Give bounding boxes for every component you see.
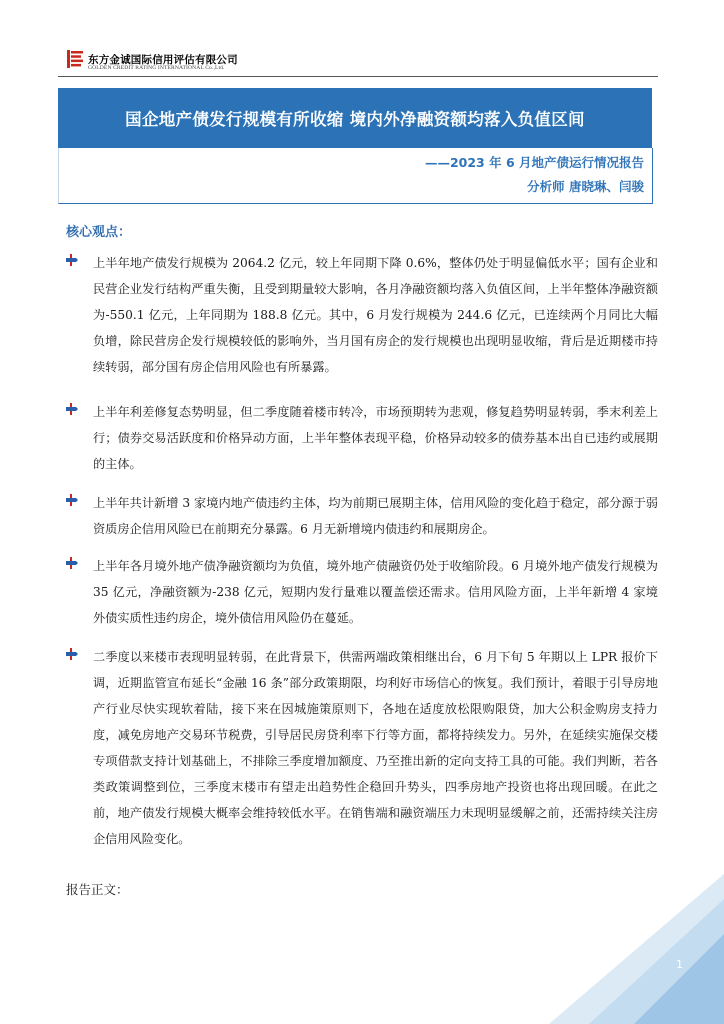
- report-body-label: 报告正文：: [66, 882, 129, 897]
- company-name-en: GOLDEN CREDIT RATING INTERNATIONAL Co.,Ltd.: [88, 65, 225, 71]
- report-subtitle: ——2023 年 6 月地产债运行情况报告: [424, 155, 644, 170]
- subtitle-box: [58, 148, 653, 204]
- page-number: 1: [676, 958, 683, 971]
- corner-decoration: [549, 874, 724, 1024]
- bullet-arrow-icon: [66, 254, 78, 266]
- page-header: [58, 46, 658, 77]
- title-banner: [58, 88, 652, 148]
- bullet-arrow-icon: [66, 557, 78, 569]
- bullet-arrow-icon: [66, 648, 78, 660]
- core-view-item: [66, 399, 658, 477]
- company-name-cn: 东方金诚国际信用评估有限公司: [88, 54, 238, 66]
- core-view-text: 上半年各月境外地产债净融资额均为负值，境外地产债融资仍处于收缩阶段。6 月境外地产债发行规模为 35 亿元，净融资额为-238 亿元，短期内发行量难以覆盖偿还需求。信用风险方面，上半年新增 4 家境外债实质性违约房企，境外债信用风险仍在蔓延。: [93, 559, 658, 625]
- analysts-line: 分析师 唐晓琳、闫骏: [527, 179, 644, 194]
- core-view-text: 二季度以来楼市表现明显转弱，在此背景下，供需两端政策相继出台，6 月下旬 5 年期以上 LPR 报价下调，近期监管宣布延长“金融 16 条”部分政策期限，均利好市场信心的恢复。我们预计，着眼于引导房地产行业尽快实现软着陆，接下来在因城施策原则下，各地在适度放松限购限贷，加大公积金购房支持力度，减免房地产交易环节税费，引导居民房贷利率下行等方面，都将持续发力。另外，在延续实施保交楼专项借款支持计划基础上，不排除三季度增加额度、乃至推出新的定向支持工具的可能。我们判断，若各类政策调整到位，三季度末楼市有望走出趋势性企稳回升势头，四季房地产投资也将出现回暖。在此之前，地产债发行规模大概率会维持较低水平。在销售端和融资端压力未现明显缓解之前，还需持续关注房企信用风险变化。: [93, 650, 658, 846]
- core-view-item: [66, 553, 658, 631]
- core-view-text: 上半年利差修复态势明显，但二季度随着楼市转冷，市场预期转为悲观，修复趋势明显转弱，季末利差上行；债券交易活跃度和价格异动方面，上半年整体表现平稳，价格异动较多的债券基本出自已违约或展期的主体。: [93, 405, 658, 471]
- core-view-text: 上半年共计新增 3 家境内地产债违约主体，均为前期已展期主体，信用风险的变化趋于稳定，部分源于弱资质房企信用风险已在前期充分暴露。6 月无新增境内债违约和展期房企。: [93, 496, 658, 536]
- core-view-item: [66, 644, 658, 852]
- core-view-text: 上半年地产债发行规模为 2064.2 亿元，较上年同期下降 0.6%，整体仍处于明显偏低水平；国有企业和民营企业发行结构严重失衡，且受到期量较大影响，各月净融资额均落入负值区间，上半年整体净融资额为-550.1 亿元，上年同期为 188.8 亿元。其中，6 月发行规模为 244.6 亿元，已连续两个月同比大幅负增，除民营房企发行规模较低的影响外，当月国有房企的发行规模也出现明显收缩，背后是近期楼市持续转弱，部分国有房企信用风险也有所暴露。: [93, 256, 658, 374]
- company-logo-icon: [67, 50, 83, 68]
- core-views-heading: 核心观点：: [66, 225, 132, 240]
- core-view-item: [66, 490, 658, 542]
- bullet-arrow-icon: [66, 403, 78, 415]
- report-title: 国企地产债发行规模有所收缩 境内外净融资额均落入负值区间: [125, 110, 585, 129]
- core-view-item: [66, 250, 658, 380]
- bullet-arrow-icon: [66, 494, 78, 506]
